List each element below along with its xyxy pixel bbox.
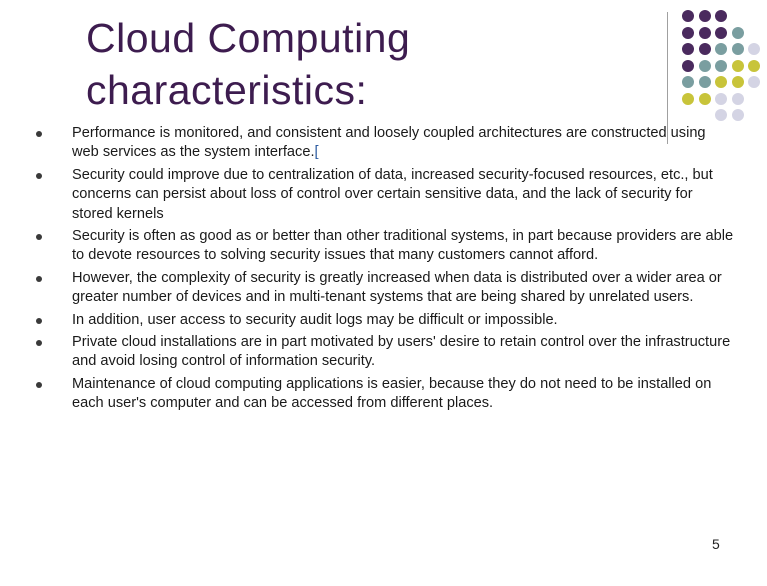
bullet-dot-icon xyxy=(36,131,42,137)
decorative-dot xyxy=(715,109,727,121)
decorative-dot xyxy=(732,27,744,39)
decorative-dot xyxy=(682,43,694,55)
decorative-dot xyxy=(715,60,727,72)
decorative-dot xyxy=(682,10,694,22)
decorative-dot xyxy=(699,27,711,39)
decorative-dot xyxy=(699,93,711,105)
decorative-dot xyxy=(715,27,727,39)
decorative-dot xyxy=(748,76,760,88)
bullet-dot-icon xyxy=(36,234,42,240)
slide-title xyxy=(86,12,646,116)
decorative-dot xyxy=(699,10,711,22)
bullet-item xyxy=(36,375,736,414)
decorative-dot xyxy=(732,109,744,121)
decorative-dot xyxy=(732,93,744,105)
page-number: 5 xyxy=(712,536,720,552)
bullet-dot-icon xyxy=(36,276,42,282)
decorative-dot xyxy=(682,76,694,88)
title-line-1: Cloud Computing xyxy=(86,15,411,61)
decorative-dot xyxy=(715,10,727,22)
bullet-item xyxy=(36,311,736,330)
decorative-dot xyxy=(715,43,727,55)
decorative-dot xyxy=(715,76,727,88)
bullet-dot-icon xyxy=(36,382,42,388)
decorative-dot xyxy=(699,43,711,55)
bullet-dot-icon xyxy=(36,340,42,346)
bullet-text: However, the complexity of security is greatly increased when data is distributed over a wider area or greater number of devices and in multi-tenant systems that are being shared by unrelated users. xyxy=(72,269,722,306)
bullet-text: In addition, user access to security audit logs may be difficult or impossible. xyxy=(72,311,558,328)
decorative-dot xyxy=(682,60,694,72)
decorative-dot xyxy=(682,93,694,105)
decorative-dot xyxy=(732,76,744,88)
bullet-dot-icon xyxy=(36,173,42,179)
bullet-text: Maintenance of cloud computing applications is easier, because they do not need to be installed on each user's computer and can be accessed from different places. xyxy=(72,375,712,412)
decorative-dot xyxy=(732,60,744,72)
decorative-dot xyxy=(715,93,727,105)
decorative-dot xyxy=(748,60,760,72)
bullet-item xyxy=(36,124,736,163)
decorative-dot xyxy=(699,60,711,72)
bullet-text: Performance is monitored, and consistent and loosely coupled architectures are constructed using web services as the system interface. xyxy=(72,125,706,161)
decorative-dot xyxy=(682,27,694,39)
bullet-text: Security is often as good as or better than other traditional systems, in part because providers are able to devote resources to solving security issues that many customers cannot afford. xyxy=(72,228,734,264)
bullet-text: Private cloud installations are in part motivated by users' desire to retain control over the infrastructure and avoid losing control of information security. xyxy=(72,334,731,370)
citation-link[interactable]: [ xyxy=(314,144,319,161)
bullet-item xyxy=(36,269,736,308)
bullet-item xyxy=(36,227,736,266)
bullet-item xyxy=(36,333,736,372)
decorative-dot xyxy=(732,43,744,55)
decorative-dot xyxy=(748,43,760,55)
bullet-dot-icon xyxy=(36,318,42,324)
decorative-dot xyxy=(699,76,711,88)
bullet-text: Security could improve due to centralization of data, increased security-focused resources, etc., but concerns can persist about loss of control over certain sensitive data, and the lack of security for stored kernels xyxy=(72,166,713,222)
decorative-dot-grid xyxy=(682,10,766,126)
title-line-2: characteristics: xyxy=(86,67,368,113)
bullet-item xyxy=(36,166,736,224)
bullet-list xyxy=(36,124,736,417)
